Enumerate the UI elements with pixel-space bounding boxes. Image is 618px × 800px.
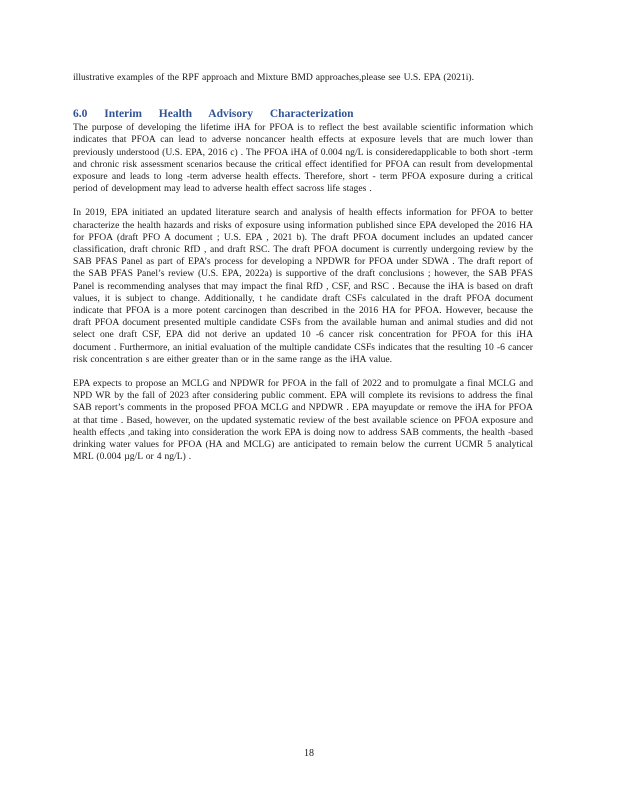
section-heading: 6.0 Interim Health Advisory Characterization: [73, 108, 354, 121]
page-number: 18: [304, 748, 314, 759]
intro-paragraph: illustrative examples of the RPF approach and Mixture BMD approaches,please see U.S. EPA (2021i).: [73, 72, 474, 83]
document-body: [73, 72, 533, 463]
paragraph-purpose: The purpose of developing the lifetime iHA for PFOA is to reflect the best available scientific information which indicates that PFOA can lead to adverse noncancer health effects at exposure levels that are much lower than previously understood (U.S. EPA, 2016 c) . The PFOA iHA of 0.004 ng/L is consideredapplicable to both short -term and chronic risk assessment scenarios because the critical effect identified for PFOA can result from developmental exposure and leads to long -term adverse health effects. Therefore, short - term PFOA exposure during a critical period of development may lead to adverse health effect sacross life stages .: [73, 122, 533, 195]
paragraph-2019-update: In 2019, EPA initiated an updated literature search and analysis of health effects information for PFOA to better characterize the health hazards and risks of exposure using information published since EPA developed the 2016 HA for PFOA (draft PFO A document ; U.S. EPA , 2021 b). The draft PFOA document includes an updated cancer classification, draft chronic RfD , and draft RSC. The draft PFOA document is currently undergoing review by the SAB PFAS Panel as part of EPA’s process for developing a NPDWR for PFOA under SDWA . The draft report of the SAB PFAS Panel’s review (U.S. EPA, 2022a) is supportive of the draft conclusions ; however, the SAB PFAS Panel is recommending analyses that may impact the final RfD , CSF, and RSC . Because the iHA is based on draft values, it is subject to change. Additionally, t he candidate draft CSFs calculated in the draft PFOA document indicate that PFOA is a more potent carcinogen than described in the 2016 HA for PFOA. However, because the draft PFOA document presented multiple candidate CSFs from the available human and animal studies and did not select one draft CSF, EPA did not derive an updated 10 -6 cancer risk concentration for PFOA for this iHA document . Furthermore, an initial evaluation of the multiple candidate CSFs indicates that the resulting 10 -6 cancer risk concentration s are either greater than or in the same range as the iHA value.: [73, 207, 533, 365]
paragraph-mclg-plans: EPA expects to propose an MCLG and NPDWR for PFOA in the fall of 2022 and to promulgate a final MCLG and NPD WR by the fall of 2023 after considering public comment. EPA will complete its revisions to address the final SAB report’s comments in the proposed PFOA MCLG and NPDWR . EPA mayupdate or remove the iHA for PFOA at that time . Based, however, on the updated systematic review of the best available science on PFOA exposure and health effects ,and taking into consideration the work EPA is doing now to address SAB comments, the health -based drinking water values for PFOA (HA and MCLG) are anticipated to remain below the current UCMR 5 analytical MRL (0.004 µg/L or 4 ng/L) .: [73, 378, 533, 463]
